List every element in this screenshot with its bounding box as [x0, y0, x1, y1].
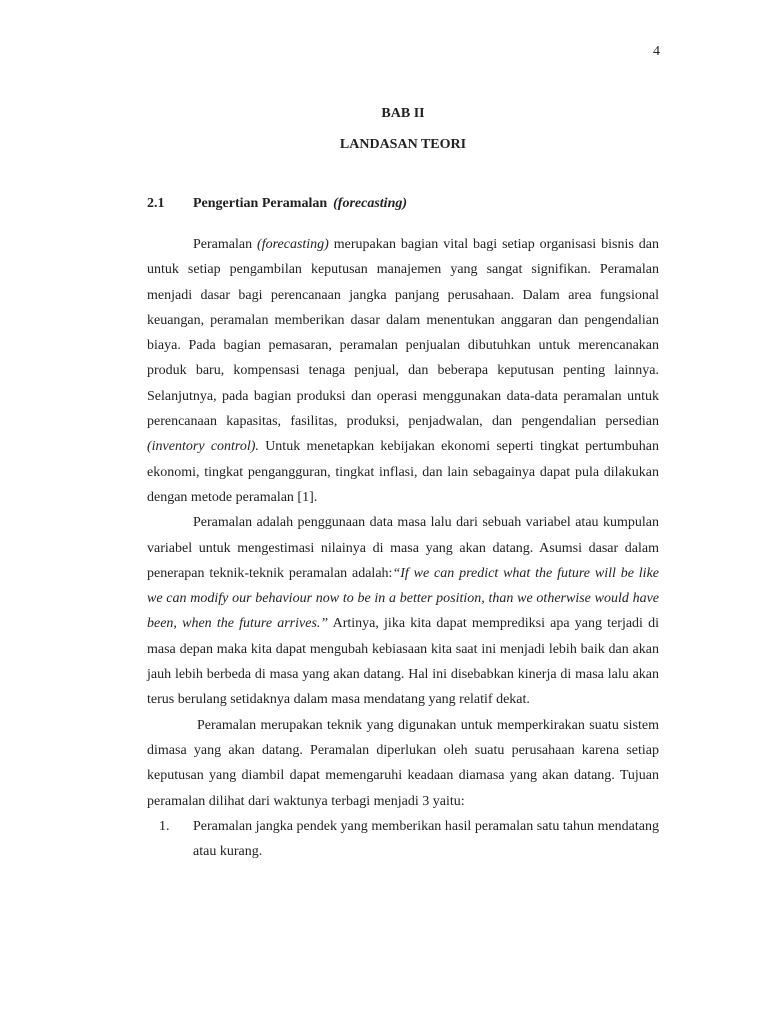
list-item	[147, 814, 659, 865]
paragraph-1-text-a: Peramalan	[193, 237, 258, 252]
paragraph-1-text-c: Untuk menetapkan kebijakan ekonomi seperti tingkat pertumbuhan ekonomi, tingkat pengangguran, tingkat inflasi, dan lain sebagainya dapat pula dilakukan dengan metode peramalan [1].	[147, 439, 659, 505]
paragraph-2-text-b: Artinya, jika kita dapat memprediksi apa yang terjadi di masa depan maka kita dapat mengubah kebiasaan kita saat ini menjadi lebih baik dan akan jauh lebih berbeda di masa yang akan datang. Hal ini disebabkan kinerja di masa lalu akan terus berulang setidaknya dalam masa mendatang yang relatif dekat.	[147, 616, 660, 708]
body-text	[147, 232, 659, 864]
paragraph-2	[147, 510, 659, 712]
list-item-number: 1.	[159, 818, 170, 834]
purpose-list	[147, 814, 659, 865]
paragraph-1-italic-a: (forecasting)	[257, 237, 329, 252]
page-number: 4	[653, 44, 660, 59]
section-title: Pengertian Peramalan	[193, 196, 328, 211]
paragraph-2-text-a: Peramalan adalah penggunaan data masa lalu dari sebuah variabel atau kumpulan variabel untuk mengestimasi nilainya di masa yang akan datang. Asumsi dasar dalam penerapan teknik-teknik peramalan adalah:	[147, 515, 659, 581]
paragraph-1-text-b: merupakan bagian vital bagi setiap organisasi bisnis dan untuk setiap pengambilan keputusan manajemen yang sangat signifikan. Peramalan menjadi dasar bagi perencanaan jangka panjang perusahaan. Dalam area fungsional keuangan, peramalan memberikan dasar dalam menentukan anggaran dan pengendalian biaya. Pada bagian pemasaran, peramalan penjualan dibutuhkan untuk merencanakan produk baru, kompensasi tenaga penjual, dan beberapa keputusan penting lainnya. Selanjutnya, pada bagian produksi dan operasi menggunakan data-data peramalan untuk perencanaan kapasitas, fasilitas, produksi, penjadwalan, dan pengendalian persedian	[147, 237, 659, 430]
chapter-heading: BAB II	[381, 106, 425, 121]
section-title-italic: (forecasting)	[333, 196, 408, 211]
paragraph-1-italic-b: (inventory control).	[147, 439, 259, 455]
section-number: 2.1	[147, 196, 165, 211]
chapter-title: LANDASAN TEORI	[339, 137, 467, 152]
section-heading	[147, 196, 407, 212]
paragraph-3-text: Peramalan merupakan teknik yang digunakan untuk memperkirakan suatu sistem dimasa yang akan datang. Peramalan diperlukan oleh suatu perusahaan karena setiap keputusan yang diambil dapat memengaruhi keadaan diamasa yang akan datang. Tujuan peramalan dilihat dari waktunya terbagi menjadi 3 yaitu:	[147, 717, 659, 809]
paragraph-3	[147, 713, 659, 814]
paragraph-2-quote: “If we can predict what the future will be like we can modify our behaviour now to be in a better position, than we otherwise would have been, when the future arrives.”	[147, 565, 659, 632]
list-item-text: Peramalan jangka pendek yang memberikan hasil peramalan satu tahun mendatang atau kurang.	[193, 818, 659, 860]
paragraph-1	[147, 232, 659, 510]
